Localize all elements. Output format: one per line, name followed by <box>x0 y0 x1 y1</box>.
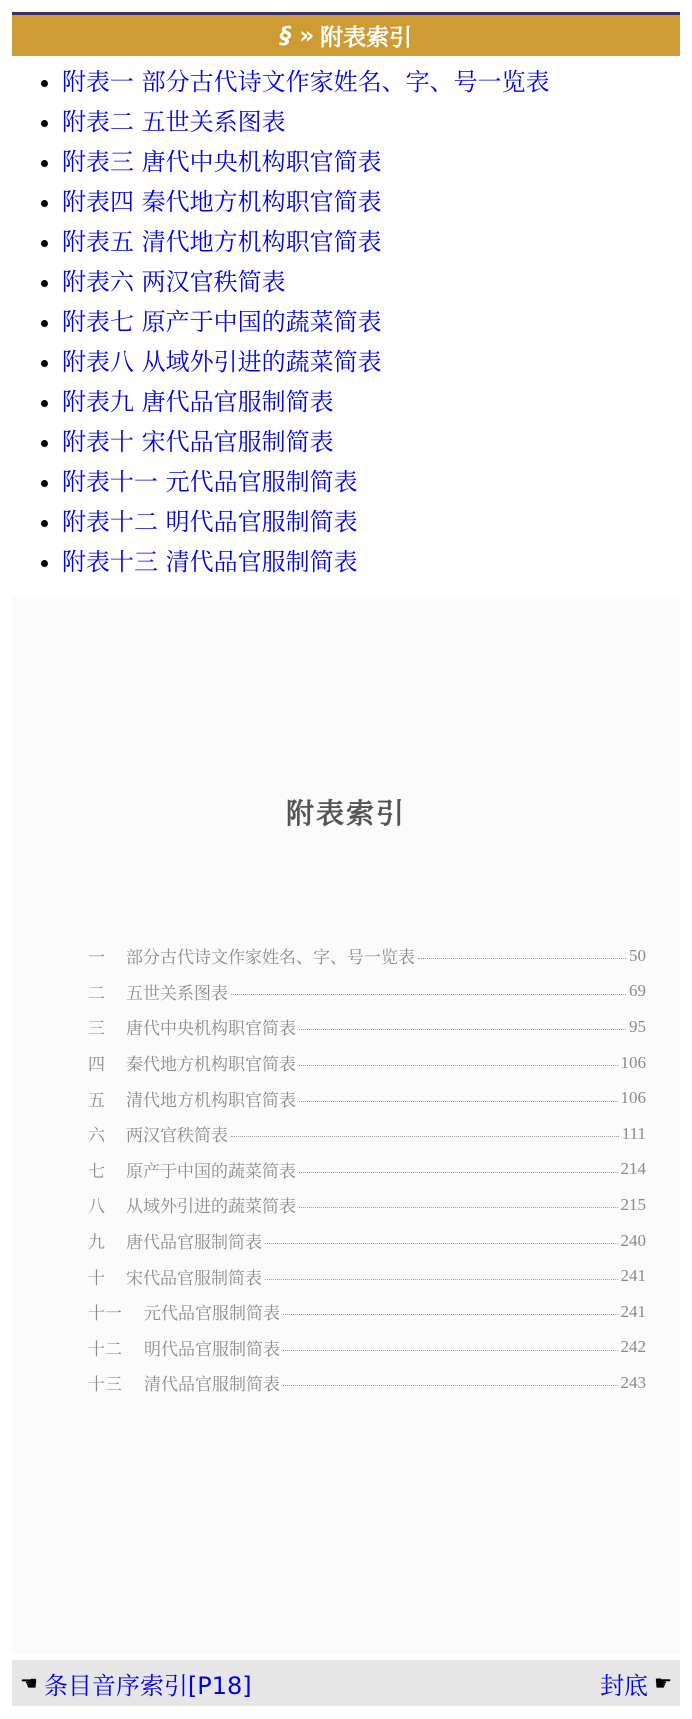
prev-page-label: 条目音序索引[P18] <box>43 1671 252 1700</box>
toc-row <box>88 1294 646 1330</box>
list-item <box>62 62 680 102</box>
toc-title: 部分古代诗文作家姓名、字、号一览表 <box>126 948 415 969</box>
appendix-link-12[interactable]: 附表十二 明代品官服制简表 <box>62 508 358 536</box>
toc-title: 宋代品官服制简表 <box>126 1268 262 1289</box>
list-item <box>62 102 680 142</box>
appendix-link-11[interactable]: 附表十一 元代品官服制简表 <box>62 468 358 496</box>
appendix-link-2[interactable]: 附表二 五世关系图表 <box>62 108 286 136</box>
pointing-left-hand-icon: ☚ <box>20 1671 38 1695</box>
toc-number: 七 <box>88 1161 105 1182</box>
toc-page-number: 50 <box>629 945 646 965</box>
toc-page-number: 241 <box>620 1266 646 1286</box>
page-header <box>12 12 680 56</box>
toc-page-number: 240 <box>620 1230 646 1250</box>
toc-row <box>88 938 646 974</box>
next-page-label: 封底 <box>600 1671 649 1700</box>
list-item <box>62 182 680 222</box>
pointing-right-hand-icon: ☛ <box>654 1671 672 1695</box>
toc-page-number: 214 <box>620 1159 646 1179</box>
list-item <box>62 502 680 542</box>
toc-number: 一 <box>88 948 105 969</box>
toc-page-number: 95 <box>629 1016 646 1036</box>
toc-row <box>88 1009 646 1045</box>
toc-row <box>88 1152 646 1188</box>
toc-page-number: 242 <box>620 1337 646 1357</box>
toc-title: 唐代中央机构职官简表 <box>126 1019 296 1040</box>
toc-leader-dots <box>299 1029 626 1030</box>
toc-leader-dots <box>299 1101 618 1102</box>
toc-page-number: 69 <box>629 981 646 1001</box>
scanned-toc <box>88 938 646 1401</box>
breadcrumb-separator: » <box>299 22 315 49</box>
appendix-link-list <box>12 62 680 582</box>
toc-number: 八 <box>88 1197 105 1218</box>
appendix-link-1[interactable]: 附表一 部分古代诗文作家姓名、字、号一览表 <box>62 68 550 96</box>
toc-title: 秦代地方机构职官简表 <box>126 1055 296 1076</box>
toc-row <box>88 1116 646 1152</box>
appendix-link-8[interactable]: 附表八 从域外引进的蔬菜简表 <box>62 348 382 376</box>
toc-row <box>88 1045 646 1081</box>
toc-page-number: 243 <box>620 1372 646 1392</box>
toc-page-number: 106 <box>620 1088 646 1108</box>
list-item <box>62 302 680 342</box>
scanned-page-image <box>12 596 680 1654</box>
toc-page-number: 111 <box>621 1123 646 1143</box>
toc-number: 十三 <box>88 1375 122 1396</box>
list-item <box>62 422 680 462</box>
toc-leader-dots <box>283 1350 618 1351</box>
toc-title: 明代品官服制简表 <box>144 1339 280 1360</box>
toc-number: 四 <box>88 1055 105 1076</box>
appendix-link-5[interactable]: 附表五 清代地方机构职官简表 <box>62 228 382 256</box>
list-item <box>62 462 680 502</box>
toc-number: 十一 <box>88 1304 122 1325</box>
toc-leader-dots <box>299 1065 618 1066</box>
appendix-link-6[interactable]: 附表六 两汉官秩简表 <box>62 268 286 296</box>
appendix-link-3[interactable]: 附表三 唐代中央机构职官简表 <box>62 148 382 176</box>
toc-number: 五 <box>88 1090 105 1111</box>
toc-title: 五世关系图表 <box>126 983 228 1004</box>
toc-title: 原产于中国的蔬菜简表 <box>126 1161 296 1182</box>
toc-title: 两汉官秩简表 <box>126 1126 228 1147</box>
toc-row <box>88 1187 646 1223</box>
page-navigation-footer <box>12 1660 680 1706</box>
toc-row <box>88 1365 646 1401</box>
home-icon[interactable]: § <box>279 22 292 49</box>
toc-leader-dots <box>283 1385 618 1386</box>
toc-row <box>88 1080 646 1116</box>
toc-leader-dots <box>231 1136 619 1137</box>
toc-number: 六 <box>88 1126 105 1147</box>
toc-title: 清代地方机构职官简表 <box>126 1090 296 1111</box>
toc-page-number: 106 <box>620 1052 646 1072</box>
toc-leader-dots <box>299 1172 618 1173</box>
appendix-link-4[interactable]: 附表四 秦代地方机构职官简表 <box>62 188 382 216</box>
toc-number: 十 <box>88 1268 105 1289</box>
toc-page-number: 241 <box>620 1301 646 1321</box>
list-item <box>62 142 680 182</box>
toc-title: 唐代品官服制简表 <box>126 1233 262 1254</box>
appendix-link-7[interactable]: 附表七 原产于中国的蔬菜简表 <box>62 308 382 336</box>
toc-title: 从域外引进的蔬菜简表 <box>126 1197 296 1218</box>
toc-number: 十二 <box>88 1339 122 1360</box>
toc-title: 元代品官服制简表 <box>144 1304 280 1325</box>
list-item <box>62 342 680 382</box>
toc-leader-dots <box>265 1279 618 1280</box>
list-item <box>62 542 680 582</box>
toc-leader-dots <box>283 1314 618 1315</box>
toc-row <box>88 974 646 1010</box>
toc-row <box>88 1258 646 1294</box>
page-content <box>12 12 680 582</box>
appendix-link-13[interactable]: 附表十三 清代品官服制简表 <box>62 548 358 576</box>
scanned-page-title: 附表索引 <box>285 797 406 830</box>
list-item <box>62 222 680 262</box>
toc-leader-dots <box>231 994 626 995</box>
next-page-link[interactable] <box>600 1666 672 1701</box>
toc-leader-dots <box>265 1243 618 1244</box>
toc-row <box>88 1223 646 1259</box>
appendix-link-9[interactable]: 附表九 唐代品官服制简表 <box>62 388 334 416</box>
toc-title: 清代品官服制简表 <box>144 1375 280 1396</box>
prev-page-link[interactable] <box>20 1666 252 1701</box>
appendix-link-10[interactable]: 附表十 宋代品官服制简表 <box>62 428 334 456</box>
list-item <box>62 382 680 422</box>
toc-page-number: 215 <box>620 1194 646 1214</box>
toc-leader-dots <box>418 958 626 959</box>
page-title: 附表索引 <box>320 25 413 51</box>
toc-number: 九 <box>88 1233 105 1254</box>
list-item <box>62 262 680 302</box>
toc-number: 二 <box>88 983 105 1004</box>
toc-row <box>88 1330 646 1366</box>
toc-leader-dots <box>299 1207 618 1208</box>
toc-number: 三 <box>88 1019 105 1040</box>
